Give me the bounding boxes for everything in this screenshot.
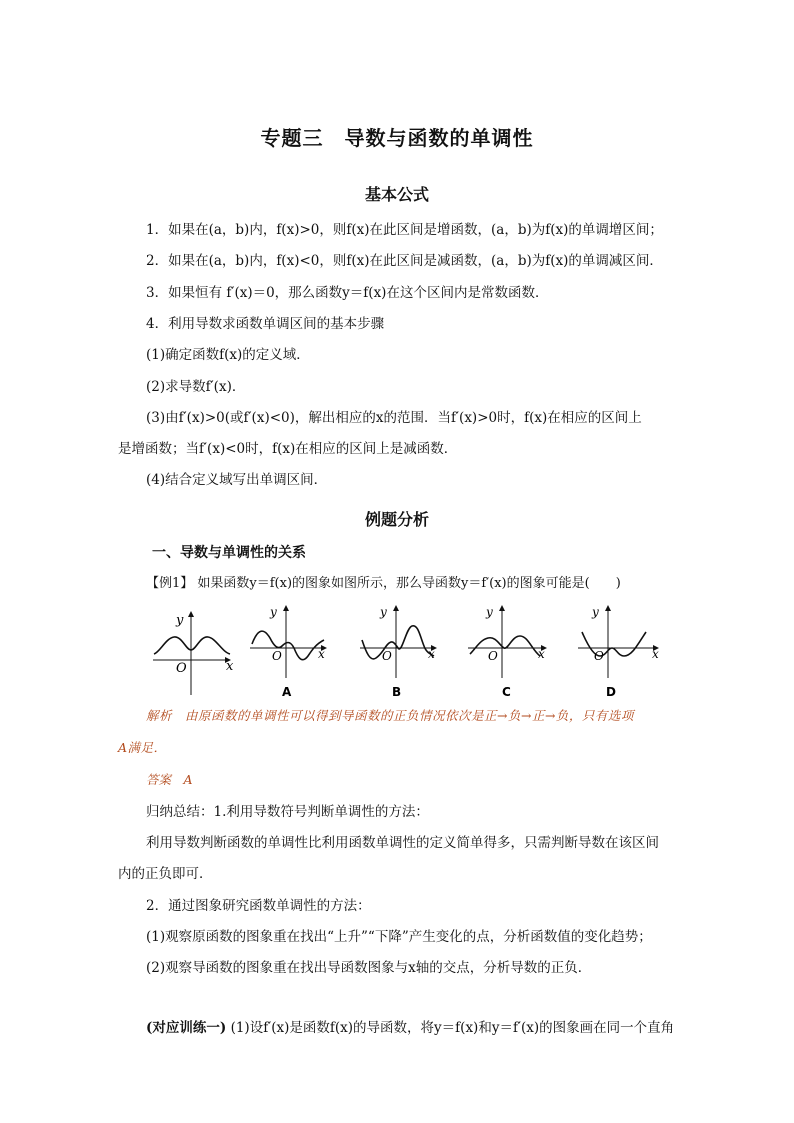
- option-a-graph: [250, 605, 326, 699]
- basic-line-2: 2．如果在(a，b)内，f(x)<0，则f(x)在此区间是减函数，(a，b)为f(x)的单调减区间．: [146, 253, 663, 269]
- axis-y-label: y: [380, 605, 387, 619]
- axis-y-label: y: [176, 613, 184, 628]
- option-d-graph: [578, 605, 659, 699]
- axis-y-label: y: [270, 605, 277, 619]
- summary-line-4: 2．通过图象研究函数单调性的方法：: [146, 898, 371, 914]
- basic-line-3: 3．如果恒有 f′(x)＝0，那么函数y＝f(x)在这个区间内是常数函数．: [146, 285, 549, 301]
- subsection-title: 一、导数与单调性的关系: [152, 545, 306, 561]
- axis-x-label: x: [538, 647, 545, 661]
- axis-x-label: x: [226, 659, 234, 674]
- step-2: (2)求导数f′(x)．: [146, 379, 246, 395]
- analysis-line-1: 解析 由原函数的单调性可以得到导函数的正负情况依次是正→负→正→负，只有选项: [146, 708, 634, 723]
- option-a-label: A: [282, 685, 292, 699]
- section-heading-basic: 基本公式: [364, 185, 429, 204]
- section-heading-examples: 例题分析: [364, 510, 429, 529]
- option-b-label: B: [392, 685, 402, 699]
- option-b-graph: [360, 605, 436, 699]
- practice-line: [146, 1018, 674, 1038]
- summary-line-3: 内的正负即可．: [118, 866, 213, 882]
- summary-line-6: (2)观察导函数的图象重在找出导函数图象与x轴的交点，分析导数的正负．: [146, 960, 592, 976]
- option-d-label: D: [606, 685, 616, 699]
- origin-label: O: [382, 649, 392, 663]
- summary-line-5: (1)观察原函数的图象重在找出“上升”“下降”产生变化的点，分析函数值的变化趋势；: [146, 929, 652, 945]
- page-title: 专题三 导数与函数的单调性: [260, 126, 534, 150]
- origin-label: O: [488, 649, 498, 663]
- option-c-graph: [468, 605, 546, 699]
- origin-label: O: [272, 649, 282, 663]
- step-1: (1)确定函数f(x)的定义域．: [146, 347, 310, 363]
- summary-line-2: 利用导数判断函数的单调性比利用函数单调性的定义简单得多，只需判断导数在该区间: [146, 835, 659, 851]
- step-4: (4)结合定义域写出单调区间．: [146, 472, 328, 488]
- step-3-part-1: (3)由f′(x)>0(或f′(x)<0)，解出相应的x的范围．当f′(x)>0时，f(x)在相应的区间上: [146, 410, 642, 426]
- example-1-question: 【例1】 如果函数y＝f(x)的图象如图所示，那么导函数y＝f′(x)的图象可能是( ): [146, 576, 621, 591]
- basic-line-4: 4．利用导数求函数单调区间的基本步骤: [146, 316, 385, 332]
- axis-x-label: x: [428, 647, 435, 661]
- origin-label: O: [594, 649, 604, 663]
- basic-line-1: 1．如果在(a，b)内，f(x)>0，则f(x)在此区间是增函数，(a，b)为f(x)的单调增区间；: [146, 222, 663, 238]
- summary-line-1: 归纳总结：1.利用导数符号判断单调性的方法：: [146, 804, 429, 820]
- graphs-svg: [148, 600, 668, 700]
- practice-text: (1)设f′(x)是函数f(x)的导函数，将y＝f(x)和y＝f′(x)的图象画在同一个直角: [226, 1020, 675, 1036]
- step-3-part-2: 是增函数；当f′(x)<0时，f(x)在相应的区间上是减函数．: [118, 441, 458, 457]
- answer: 答案 A: [146, 772, 193, 787]
- axis-y-label: y: [592, 605, 599, 619]
- option-c-label: C: [502, 685, 511, 699]
- axis-x-label: x: [652, 647, 659, 661]
- practice-label: (对应训练一): [146, 1020, 227, 1036]
- axis-y-label: y: [486, 605, 493, 619]
- example-figures: [148, 600, 668, 700]
- original-function-graph: [153, 612, 234, 695]
- origin-label: O: [176, 661, 187, 676]
- analysis-line-2: A满足．: [118, 740, 167, 755]
- axis-x-label: x: [318, 647, 325, 661]
